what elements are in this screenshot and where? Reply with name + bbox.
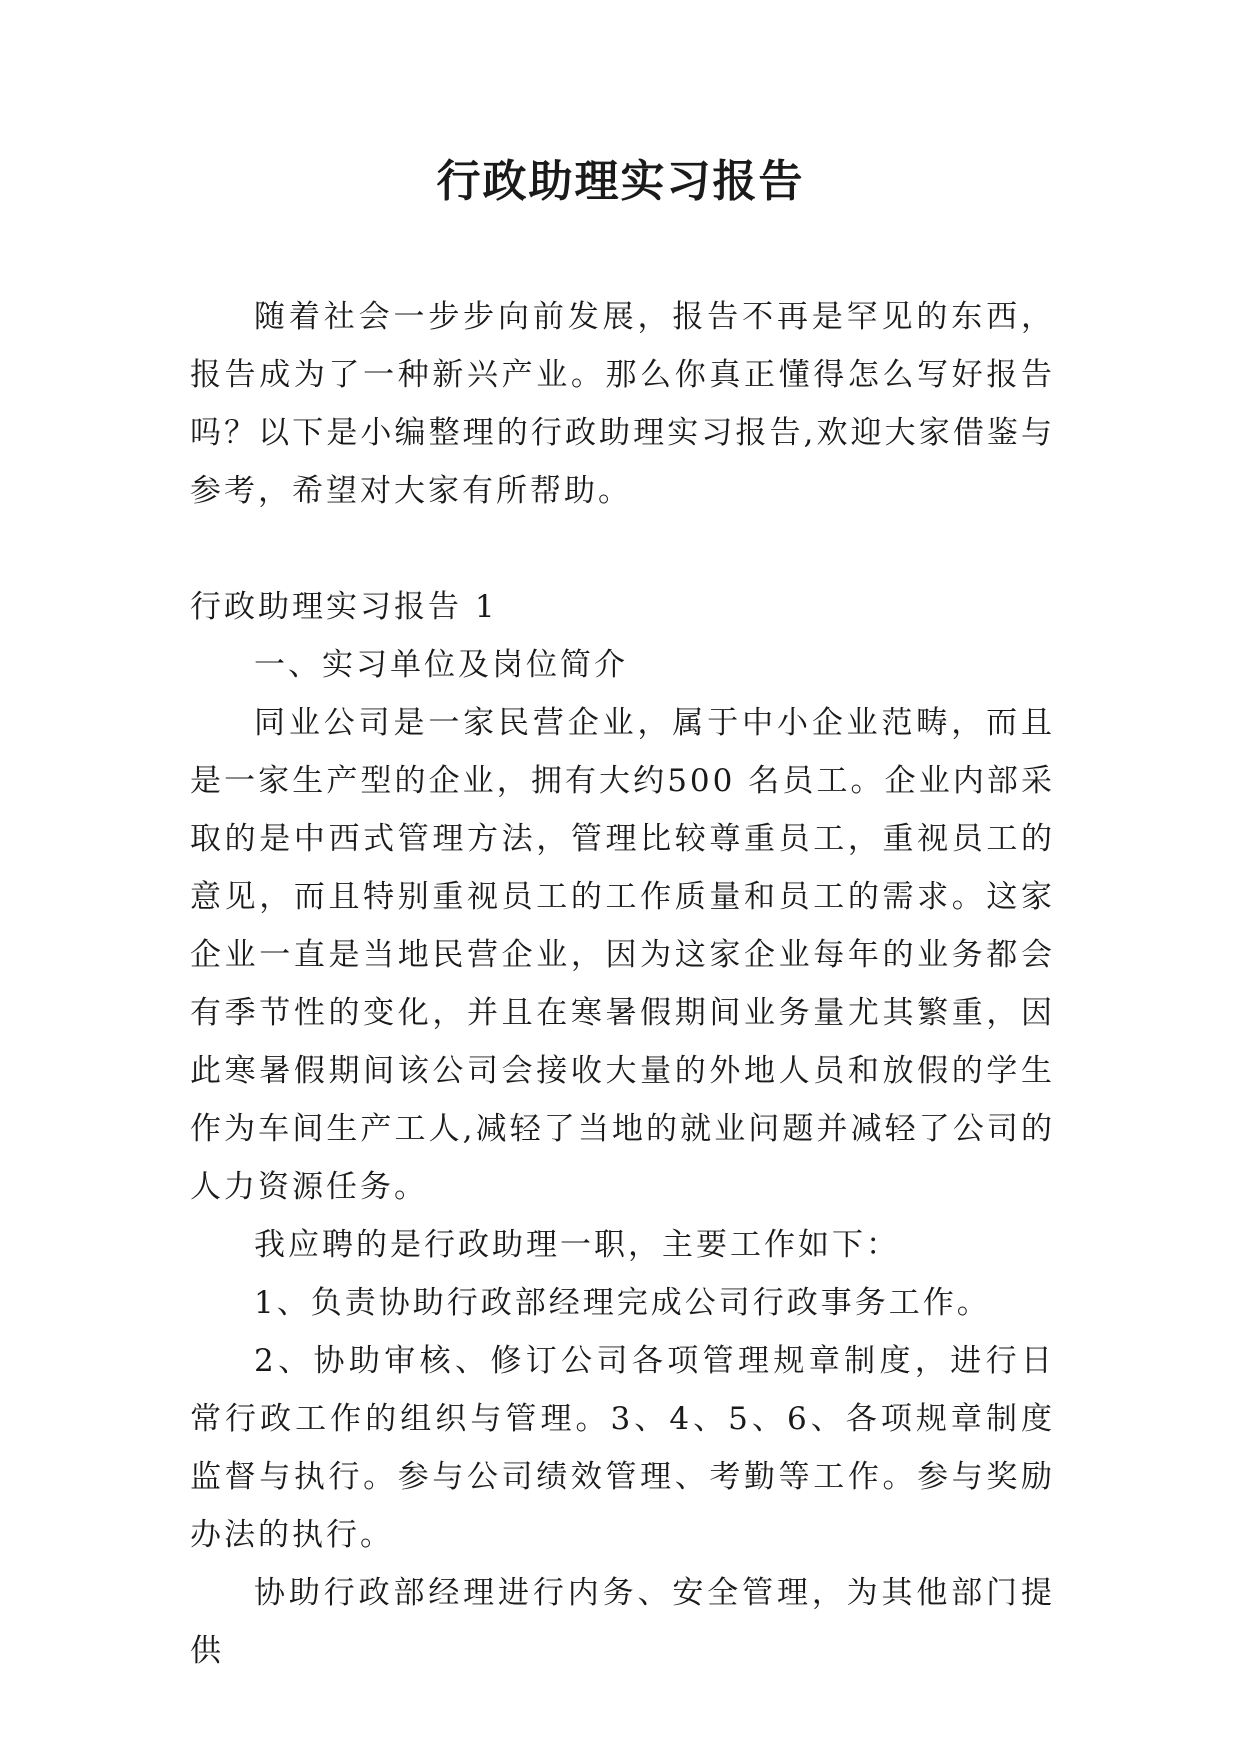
body-paragraph-duty-3: 协助行政部经理进行内务、安全管理，为其他部门提供	[190, 1575, 1055, 1669]
body-paragraph-company: 同业公司是一家民营企业，属于中小企业范畴，而且是一家生产型的企业，拥有大约500 名员工。企业内部采取的是中西式管理方法，管理比较尊重员工，重视员工的意见，而且特别重视员工的工作质量和员工的需求。这家企业一直是当地民营企业，因为这家企业每年的业务都会有季节性的变化，并且在寒暑假期间业务量尤其繁重，因此寒暑假期间该公司会接收大量的外地人员和放假的学生作为车间生产工人,减轻了当地的就业问题并减轻了公司的人力资源任务。	[190, 705, 1055, 1205]
document-title: 行政助理实习报告	[436, 156, 805, 207]
section-heading: 行政助理实习报告 1	[190, 589, 498, 625]
intro-paragraph: 随着社会一步步向前发展，报告不再是罕见的东西，报告成为了一种新兴产业。那么你真正懂得怎么写好报告吗？以下是小编整理的行政助理实习报告,欢迎大家借鉴与参考，希望对大家有所帮助。	[190, 299, 1055, 509]
body-paragraph-position: 我应聘的是行政助理一职，主要工作如下：	[254, 1227, 900, 1263]
sub-heading: 一、实习单位及岗位简介	[254, 647, 628, 683]
body-paragraph-duty-1: 1、负责协助行政部经理完成公司行政事务工作。	[254, 1285, 991, 1321]
body-paragraph-duty-2: 2、协助审核、修订公司各项管理规章制度，进行日常行政工作的组织与管理。3、4、5、6、各项规章制度监督与执行。参与公司绩效管理、考勤等工作。参与奖励办法的执行。	[190, 1343, 1055, 1553]
document-body	[190, 288, 1055, 1680]
